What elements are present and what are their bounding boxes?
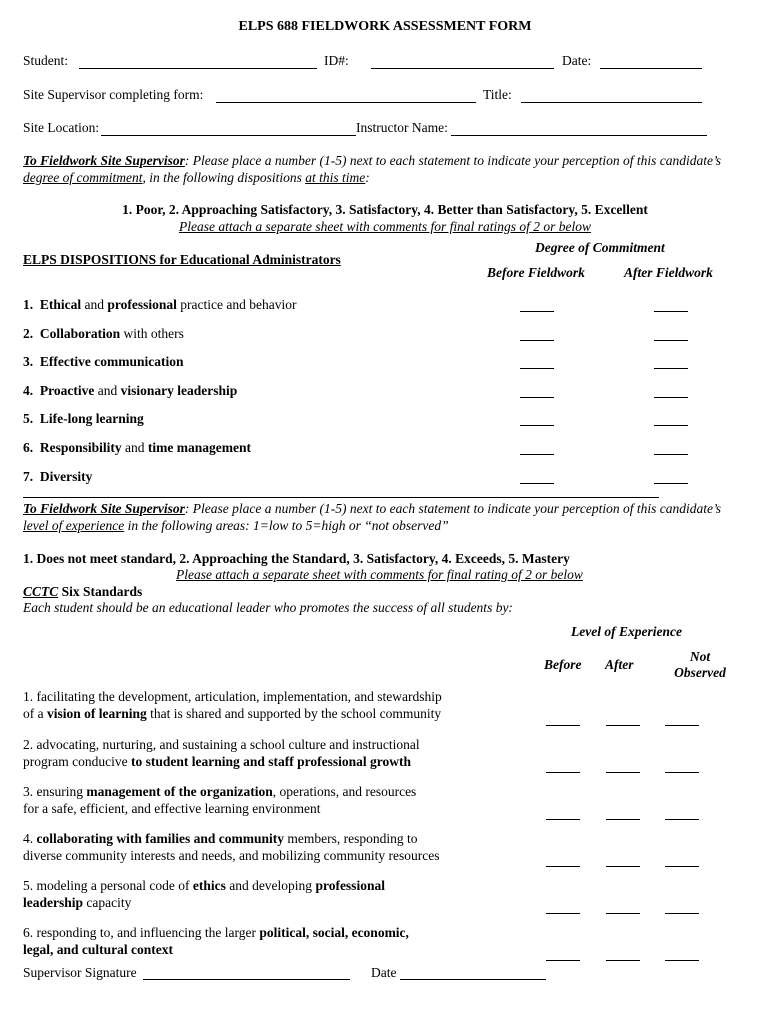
site-location-field[interactable] (101, 135, 356, 136)
disposition-term-b: time management (147, 440, 252, 455)
disposition-number: 6. (23, 440, 34, 455)
spacer (33, 326, 40, 341)
section2-scale: 1. Does not meet standard, 2. Approaching the Standard, 3. Satisfactory, 4. Exceeds, 5. Mastery (23, 551, 570, 566)
section-divider (23, 497, 659, 498)
standard-text: capacity (83, 895, 132, 910)
disposition-item (23, 354, 183, 370)
disposition-number: 5. (23, 411, 34, 426)
col-after-fieldwork: After Fieldwork (624, 265, 713, 280)
not-observed-rating[interactable] (665, 772, 699, 773)
not-observed-rating[interactable] (665, 913, 699, 914)
standard-line1 (23, 877, 483, 894)
before-fieldwork-rating[interactable] (520, 454, 554, 455)
six-standards-text: Six Standards (58, 584, 143, 599)
after-rating[interactable] (606, 913, 640, 914)
disposition-number: 4. (23, 383, 34, 398)
spacer (33, 440, 40, 455)
supervisor-signature-label: Supervisor Signature (23, 965, 137, 980)
section1-intro (23, 153, 721, 169)
disposition-rest: practice and behavior (176, 297, 297, 312)
footer-date-field[interactable] (400, 979, 546, 980)
standard-line1 (23, 688, 483, 705)
col-before: Before (544, 657, 582, 672)
section2-intro-rest: in the following areas: 1=low to 5=high or “not observed” (124, 518, 449, 533)
standard-text: management of the organization (86, 784, 273, 799)
disposition-item (23, 383, 237, 399)
student-label: Student: (23, 53, 69, 68)
disposition-term-b: professional (107, 297, 177, 312)
before-fieldwork-rating[interactable] (520, 397, 554, 398)
standard-text: 5. modeling a personal code of (23, 878, 193, 893)
section1-intro-connector: , in the following dispositions (142, 170, 306, 185)
after-fieldwork-rating[interactable] (654, 454, 688, 455)
standard-text: of a (23, 706, 47, 721)
standard-line2 (23, 705, 483, 722)
after-fieldwork-rating[interactable] (654, 425, 688, 426)
disposition-term-a: Diversity (39, 469, 93, 484)
col-after: After (605, 657, 634, 672)
standard-text: diverse community interests and needs, and mobilizing community resources (23, 848, 440, 863)
degree-of-commitment-text: degree of commitment (23, 170, 143, 185)
not-observed-rating[interactable] (665, 725, 699, 726)
after-fieldwork-rating[interactable] (654, 368, 688, 369)
standard-item (23, 783, 483, 817)
standard-line2 (23, 941, 483, 958)
standard-text: 6. responding to, and influencing the larger (23, 925, 260, 940)
standard-text: legal, and cultural context (23, 942, 173, 957)
standards-title (23, 584, 142, 600)
before-fieldwork-rating[interactable] (520, 368, 554, 369)
section1-attach-note: Please attach a separate sheet with comments for final ratings of 2 or below (178, 219, 592, 234)
before-fieldwork-rating[interactable] (520, 483, 554, 484)
disposition-term-a: Responsibility (39, 440, 122, 455)
section2-intro-line2 (23, 518, 449, 534)
before-rating[interactable] (546, 960, 580, 961)
standard-text: members, responding to (284, 831, 418, 846)
not-observed-rating[interactable] (665, 819, 699, 820)
disposition-item (23, 297, 296, 313)
section1-intro-text: : Please place a number (1-5) next to each statement to indicate your perception of this candidate’s (184, 153, 722, 168)
title-field[interactable] (521, 102, 702, 103)
standard-item (23, 924, 483, 958)
standard-text: that is shared and supported by the school community (146, 706, 442, 721)
spacer (33, 354, 40, 369)
standard-text: collaborating with families and community (36, 831, 285, 846)
instructor-name-field[interactable] (451, 135, 707, 136)
disposition-connector: and (81, 297, 108, 312)
student-field[interactable] (79, 68, 317, 69)
after-rating[interactable] (606, 819, 640, 820)
standard-text: 1. facilitating the development, articulation, implementation, and stewardship (23, 689, 442, 704)
standard-text: to student learning and staff professional growth (130, 754, 411, 769)
after-rating[interactable] (606, 772, 640, 773)
after-fieldwork-rating[interactable] (654, 483, 688, 484)
disposition-item (23, 440, 251, 456)
spacer (33, 469, 40, 484)
supervisor-signature-field[interactable] (143, 979, 350, 980)
id-field[interactable] (371, 68, 554, 69)
disposition-term-a: Life-long learning (39, 411, 144, 426)
standard-item (23, 688, 483, 722)
site-location-label: Site Location: (23, 120, 100, 135)
standard-text: 2. advocating, nurturing, and sustaining a school culture and instructional (23, 737, 420, 752)
disposition-number: 3. (23, 354, 34, 369)
not-observed-rating[interactable] (665, 866, 699, 867)
disposition-connector: with others (120, 326, 184, 341)
before-rating[interactable] (546, 772, 580, 773)
disposition-term-a: Effective communication (39, 354, 184, 369)
standard-text: 3. ensuring (23, 784, 87, 799)
instructor-name-label: Instructor Name: (356, 120, 448, 135)
disposition-term-a: Ethical (39, 297, 82, 312)
disposition-term-a: Proactive (39, 383, 95, 398)
not-observed-rating[interactable] (665, 960, 699, 961)
standard-text: and developing (225, 878, 316, 893)
before-rating[interactable] (546, 819, 580, 820)
section1-intro-colon: : (365, 170, 370, 185)
disposition-item (23, 326, 184, 342)
disposition-number: 1. (23, 297, 34, 312)
before-fieldwork-rating[interactable] (520, 340, 554, 341)
standard-line1 (23, 830, 483, 847)
date-field[interactable] (600, 68, 702, 69)
disposition-number: 2. (23, 326, 34, 341)
col-not-observed (668, 649, 732, 681)
standard-line2 (23, 847, 483, 864)
standard-line2 (23, 800, 483, 817)
standard-line1 (23, 736, 483, 753)
standard-text: vision of learning (47, 706, 147, 721)
section1-intro-lead: To Fieldwork Site Supervisor (23, 153, 185, 168)
section2-intro-text: : Please place a number (1-5) next to each statement to indicate your perception of this candidate’s (184, 501, 722, 516)
before-rating[interactable] (546, 866, 580, 867)
level-of-experience-header: Level of Experience (571, 624, 682, 639)
col-not-observed-line1: Not (689, 649, 711, 664)
site-supervisor-label: Site Supervisor completing form: (23, 87, 204, 102)
after-fieldwork-rating[interactable] (654, 340, 688, 341)
section2-attach-note: Please attach a separate sheet with comments for final rating of 2 or below (176, 567, 583, 582)
degree-of-commitment-header: Degree of Commitment (535, 240, 665, 255)
standard-text: professional (315, 878, 385, 893)
standard-line1 (23, 924, 483, 941)
disposition-item (23, 469, 92, 485)
section1-scale: 1. Poor, 2. Approaching Satisfactory, 3. Satisfactory, 4. Better than Satisfactory, 5. Excellent (122, 202, 648, 217)
standard-text: ethics (192, 878, 226, 893)
disposition-item (23, 411, 144, 427)
after-fieldwork-rating[interactable] (654, 311, 688, 312)
standard-text: for a safe, efficient, and effective learning environment (23, 801, 321, 816)
standard-text: program conducive (23, 754, 131, 769)
standard-text: , operations, and resources (272, 784, 417, 799)
after-rating[interactable] (606, 866, 640, 867)
standard-line2 (23, 753, 483, 770)
standard-line2 (23, 894, 483, 911)
standards-lead: Each student should be an educational leader who promotes the success of all students by: (23, 600, 513, 615)
standard-text: 4. (23, 831, 37, 846)
before-fieldwork-rating[interactable] (520, 311, 554, 312)
form-title: ELPS 688 FIELDWORK ASSESSMENT FORM (238, 19, 532, 34)
date-label: Date: (562, 53, 592, 68)
disposition-connector: and (94, 383, 121, 398)
before-rating[interactable] (546, 913, 580, 914)
cctc-text: CCTC (23, 584, 59, 599)
section1-intro-line2 (23, 170, 370, 186)
footer-date-label: Date (371, 965, 397, 980)
standard-item (23, 736, 483, 770)
dispositions-heading: ELPS DISPOSITIONS for Educational Administrators (23, 252, 341, 267)
standard-item (23, 830, 483, 864)
standard-text: leadership (23, 895, 84, 910)
section2-intro-lead: To Fieldwork Site Supervisor (23, 501, 185, 516)
col-not-observed-line2: Observed (674, 665, 726, 680)
at-this-time-text: at this time (305, 170, 366, 185)
disposition-term-a: Collaboration (39, 326, 121, 341)
before-fieldwork-rating[interactable] (520, 425, 554, 426)
standard-text: political, social, economic, (259, 925, 409, 940)
standard-item (23, 877, 483, 911)
spacer (33, 383, 40, 398)
after-fieldwork-rating[interactable] (654, 397, 688, 398)
standard-line1 (23, 783, 483, 800)
spacer (33, 411, 40, 426)
level-of-experience-text: level of experience (23, 518, 125, 533)
disposition-number: 7. (23, 469, 34, 484)
after-rating[interactable] (606, 725, 640, 726)
col-before-fieldwork: Before Fieldwork (487, 265, 585, 280)
after-rating[interactable] (606, 960, 640, 961)
disposition-connector: and (121, 440, 148, 455)
site-supervisor-field[interactable] (216, 102, 476, 103)
title-label: Title: (483, 87, 512, 102)
spacer (33, 297, 40, 312)
disposition-term-b: visionary leadership (120, 383, 238, 398)
id-label: ID#: (324, 53, 349, 68)
before-rating[interactable] (546, 725, 580, 726)
section2-intro (23, 501, 721, 517)
